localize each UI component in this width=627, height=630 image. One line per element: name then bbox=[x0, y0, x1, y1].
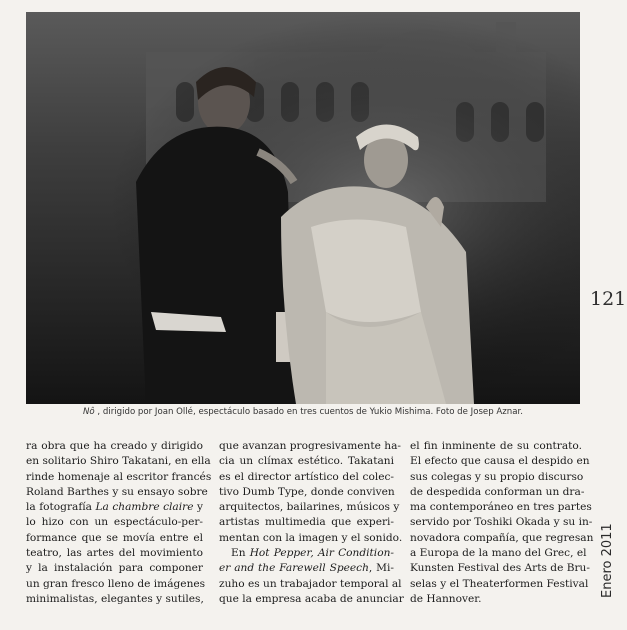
article-line: servido por Toshiki Okada y su in- bbox=[410, 516, 593, 529]
article-column-3 bbox=[410, 439, 594, 607]
article-line: rinde homenaje al escritor francés bbox=[26, 470, 212, 483]
article-line: zuho es un trabajador temporal al bbox=[219, 577, 402, 590]
article-line: er and the Farewell Speech, Mi- bbox=[219, 562, 394, 575]
article-line: mentan con la imagen y el sonido. bbox=[219, 531, 403, 544]
article-line: formance que se movía entre el bbox=[26, 531, 203, 544]
article-line: arquitectos, bailarines, músicos y bbox=[219, 501, 400, 514]
running-footer: Enero 2011 bbox=[600, 523, 615, 598]
article-italic-text: La chambre claire bbox=[95, 501, 194, 514]
caption-text: , dirigido por Joan Ollé, espectáculo basado en tres cuentos de Yukio Mishima. Foto de Josep Aznar. bbox=[94, 407, 523, 417]
article-line: El efecto que causa el despido en bbox=[410, 455, 590, 468]
article-line: ma contemporáneo en tres partes bbox=[410, 501, 592, 514]
article-line: tivo Dumb Type, donde conviven bbox=[219, 485, 395, 498]
article-line: En Hot Pepper, Air Condition- bbox=[231, 547, 394, 560]
stage-photo bbox=[26, 12, 580, 404]
article-line: sus colegas y su propio discurso bbox=[410, 470, 584, 483]
article-line: y la instalación para componer bbox=[26, 562, 203, 575]
article-line: el fin inminente de su contrato. bbox=[410, 440, 582, 452]
article-line: teatro, las artes del movimiento bbox=[26, 547, 203, 560]
article-line: minimalistas, elegantes y sutiles, bbox=[26, 592, 204, 605]
article-line: a Europa de la mano del Grec, el bbox=[410, 547, 587, 560]
article-line: artistas multimedia que experi- bbox=[219, 516, 394, 529]
article-line: es el director artístico del colec- bbox=[219, 470, 394, 483]
photo-caption bbox=[26, 407, 580, 417]
stage-photo-icon bbox=[26, 12, 580, 404]
article-line: lo hizo con un espectáculo-per- bbox=[26, 516, 203, 529]
article-line: selas y el Theaterformen Festival bbox=[410, 577, 589, 590]
article-line: novadora compañía, que regresan bbox=[410, 531, 594, 544]
caption-title: Nô bbox=[83, 407, 95, 417]
article-line: la fotografía La chambre claire y bbox=[26, 501, 203, 514]
article-italic-text: Hot Pepper, Air Condition- bbox=[249, 547, 394, 560]
article-line: que avanzan progresivamente ha- bbox=[219, 440, 401, 452]
article-line: Roland Barthes y su ensayo sobre bbox=[26, 485, 208, 498]
article-line: en solitario Shiro Takatani, en ella bbox=[26, 455, 211, 468]
page-number: 121 bbox=[590, 288, 627, 310]
article-line: de Hannover. bbox=[410, 592, 482, 605]
article-line: ra obra que ha creado y dirigido bbox=[26, 440, 203, 452]
article-line: que la empresa acaba de anunciar bbox=[219, 592, 404, 605]
article-column-1 bbox=[26, 439, 212, 607]
article-italic-text: er and the Farewell Speech bbox=[219, 562, 369, 575]
article-column-2 bbox=[219, 439, 404, 607]
article-line: cia un clímax estético. Takatani bbox=[219, 455, 394, 468]
article-line: Kunsten Festival des Arts de Bru- bbox=[410, 562, 590, 575]
article-line: un gran fresco lleno de imágenes bbox=[26, 577, 206, 590]
article-line: de despedida conforman un dra- bbox=[410, 485, 585, 498]
